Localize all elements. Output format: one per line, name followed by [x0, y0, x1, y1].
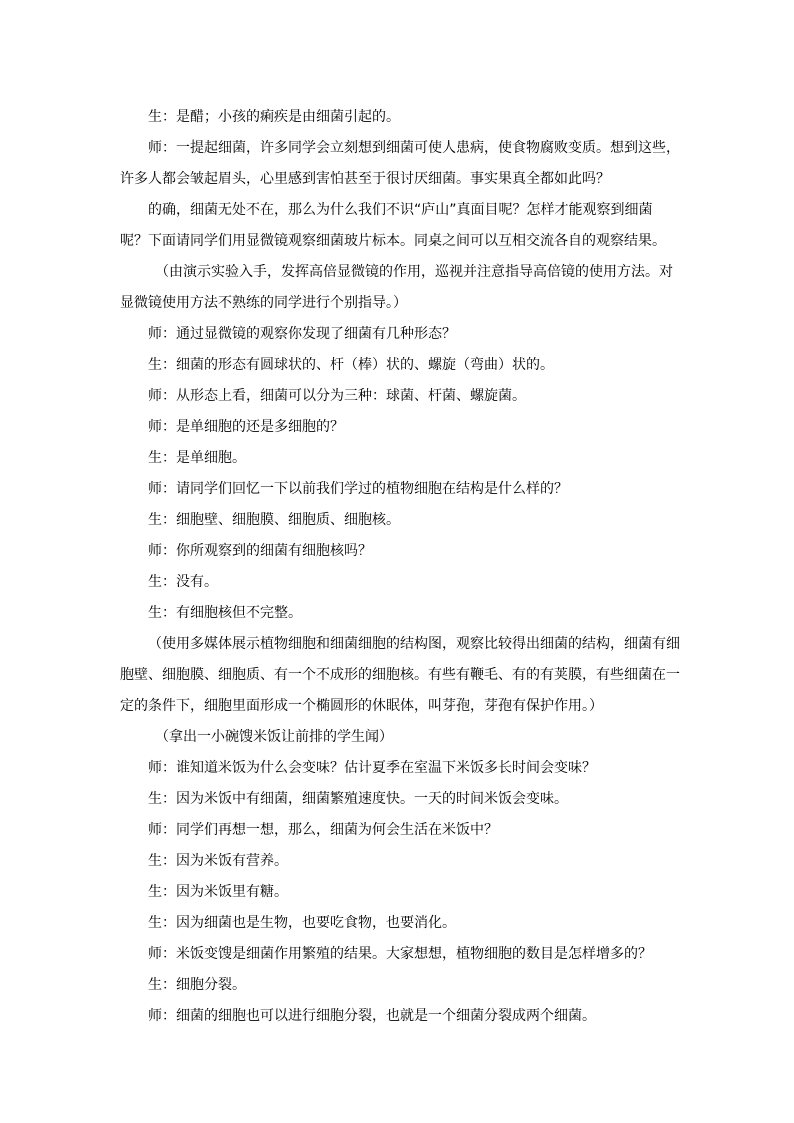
paragraph-student-rice-answer: 生：因为米饭中有细菌，细菌繁殖速度快。一天的时间米饭会变味。 [148, 791, 568, 807]
paragraph-student-incomplete-nucleus: 生：有细胞核但不完整。 [148, 605, 302, 621]
paragraph-teacher-bacteria-division: 师：细菌的细胞也可以进行细胞分裂，也就是一个细菌分裂成两个细菌。 [148, 1008, 596, 1024]
paragraph-student-living-things: 生：因为细菌也是生物，也要吃食物，也要消化。 [148, 915, 456, 931]
paragraph-student-single-cell: 生：是单细胞。 [148, 450, 246, 466]
paragraph-teacher-plant-cell: 师：请同学们回忆一下以前我们学过的植物细胞在结构是什么样的？ [148, 481, 568, 497]
paragraph-teacher-cell-question: 师：是单细胞的还是多细胞的？ [148, 419, 344, 435]
paragraph-student-cell-division: 生：细胞分裂。 [148, 977, 246, 993]
paragraph-student-shapes-answer: 生：细菌的形态有圆球状的、杆（棒）状的、螺旋（弯曲）状的。 [148, 357, 554, 373]
paragraph-note-demo-experiment: （由演示实验入手，发挥高倍显微镜的作用，巡视并注意指导高倍镜的使用方法。对显微镜使用方法不熟练的同学进行个别指导。） [120, 264, 673, 311]
paragraph-note-rice-bowl: （拿出一小碗馊米饭让前排的学生闻） [155, 729, 393, 745]
paragraph-teacher-rice-question: 师：谁知道米饭为什么会变味？估计夏季在室温下米饭多长时间会变味？ [148, 760, 596, 776]
paragraph-teacher-why-rice: 师：同学们再想一想，那么，细菌为何会生活在米饭中？ [148, 822, 498, 838]
paragraph-observe-bacteria: 的确，细菌无处不在，那么为什么我们不识“庐山”真面目呢？怎样才能观察到细菌呢？下面请同学们用显微镜观察细菌玻片标本。同桌之间可以互相交流各自的观察结果。 [120, 202, 666, 249]
paragraph-student-nutrition: 生：因为米饭有营养。 [148, 853, 288, 869]
paragraph-teacher-reproduction: 师：米饭变馊是细菌作用繁殖的结果。大家想想，植物细胞的数目是怎样增多的？ [148, 946, 652, 962]
paragraph-teacher-nucleus-question: 师：你所观察到的细菌有细胞核吗？ [148, 543, 372, 559]
paragraph-teacher-bacteria-intro: 师：一提起细菌，许多同学会立刻想到细菌可使人患病，使食物腐败变质。想到这些，许多人都会皱起眉头，心里感到害怕甚至于很讨厌细菌。事实果真全都如此吗？ [120, 140, 680, 187]
paragraph-student-no: 生：没有。 [148, 574, 218, 590]
paragraph-note-multimedia: （使用多媒体展示植物细胞和细菌细胞的结构图，观察比较得出细菌的结构，细菌有细胞壁、细胞膜、细胞质、有一个不成形的细胞核。有些有鞭毛、有的有荚膜，有些细菌在一定的条件下，细胞里面形成一个椭圆形的休眠体，叫芽孢，芽孢有保护作用。） [120, 636, 680, 714]
paragraph-teacher-shapes-question: 师：通过显微镜的观察你发现了细菌有几种形态？ [148, 326, 456, 342]
paragraph-student-cell-parts: 生：细胞壁、细胞膜、细胞质、细胞核。 [148, 512, 400, 528]
paragraph-student-vinegar: 生：是醋；小孩的痢疾是由细菌引起的。 [148, 109, 400, 125]
document-page [120, 102, 680, 1032]
paragraph-teacher-three-types: 师：从形态上看，细菌可以分为三种：球菌、杆菌、螺旋菌。 [148, 388, 526, 404]
paragraph-student-sugar: 生：因为米饭里有糖。 [148, 884, 288, 900]
